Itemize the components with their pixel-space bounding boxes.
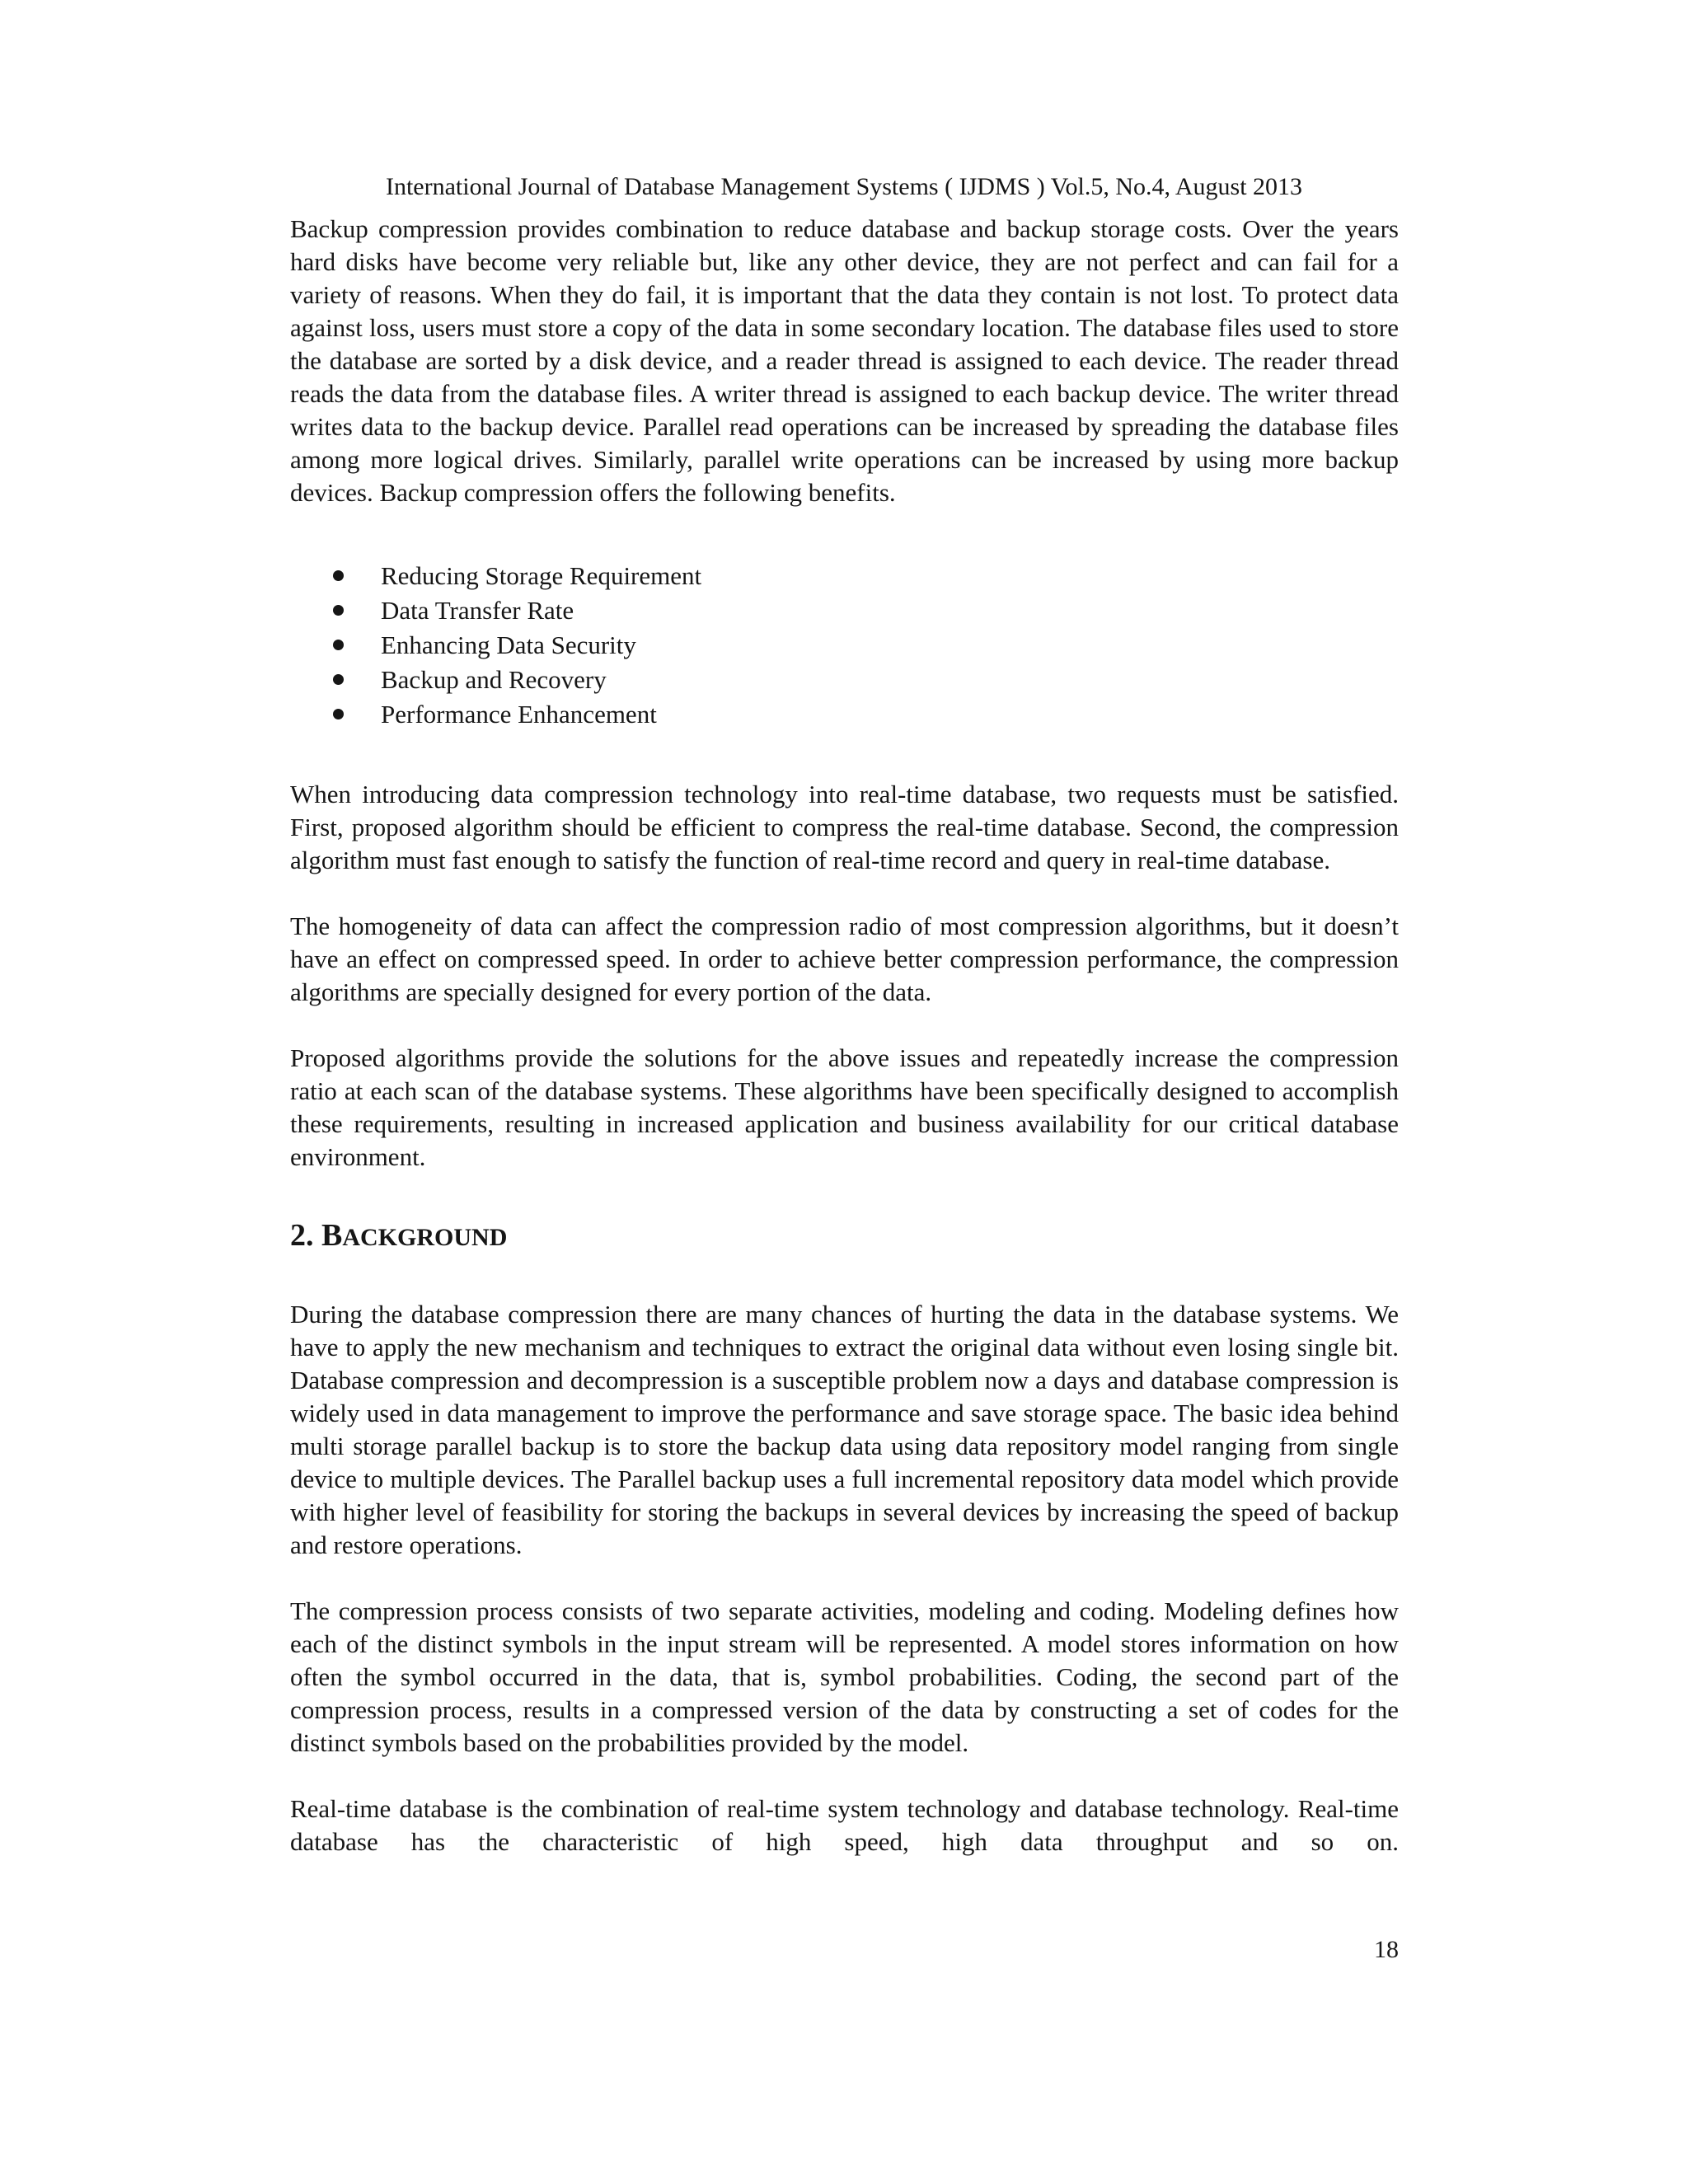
bullet-icon (333, 709, 344, 719)
paragraph-real-time-requests: When introducing data compression technology into real-time database, two requests must be satisfied. First, proposed algorithm should be efficient to compress the real-time database. Second, the compression algorithm must fast enough to satisfy the function of real-time record and query in real-time database. (290, 780, 1399, 874)
list-item: Backup and Recovery (290, 663, 1399, 697)
list-item: Enhancing Data Security (290, 628, 1399, 663)
paragraph-real-time-database: Real-time database is the combination of real-time system technology and database technology. Real-time database has the characteristic of high speed, high data throughput and so on. (290, 1794, 1399, 1856)
paragraph-proposed-algorithms: Proposed algorithms provide the solutions for the above issues and repeatedly increase the compression ratio at each scan of the database systems. These algorithms have been specifically designed to accomplish these requirements, resulting in increased application and business availability for our critical database environment. (290, 1043, 1399, 1171)
section-heading-background: 2. BACKGROUND (290, 1218, 508, 1253)
benefits-list (290, 559, 1399, 732)
list-item: Reducing Storage Requirement (290, 559, 1399, 593)
paragraph-backup-compression: Backup compression provides combination to reduce database and backup storage costs. Over the years hard disks have become very reliable but, like any other device, they are not perfect and can fail for a variety of reasons. When they do fail, it is important that the data they contain is not lost. To protect data against loss, users must store a copy of the data in some secondary location. The database files used to store the database are sorted by a disk device, and a reader thread is assigned to each device. The reader thread reads the data from the database files. A writer thread is assigned to each backup device. The writer thread writes data to the backup device. Parallel read operations can be increased by spreading the database files among more logical drives. Similarly, parallel write operations can be increased by using more backup devices. Backup compression offers the following benefits. (290, 214, 1399, 507)
body-content (290, 213, 1399, 1858)
bullet-icon (333, 640, 344, 650)
bullet-icon (333, 674, 344, 685)
running-header: International Journal of Database Management Systems ( IJDMS ) Vol.5, No.4, August 2013 (385, 173, 1303, 200)
paragraph-database-compression: During the database compression there are many chances of hurting the data in the database systems. We have to apply the new mechanism and techniques to extract the original data without even losing single bit. Database compression and decompression is a susceptible problem now a days and database compression is widely used in data management to improve the performance and save storage space. The basic idea behind multi storage parallel backup is to store the backup data using data repository model ranging from single device to multiple devices. The Parallel backup uses a full incremental repository data model which provide with higher level of feasibility for storing the backups in several devices by increasing the speed of backup and restore operations. (290, 1300, 1399, 1559)
bullet-icon (333, 605, 344, 616)
list-item: Performance Enhancement (290, 697, 1399, 732)
page-number: 18 (1374, 1936, 1399, 1963)
paragraph-homogeneity: The homogeneity of data can affect the compression radio of most compression algorithms, but it doesn’t have an effect on compressed speed. In order to achieve better compression performance, the compression algorithms are specially designed for every portion of the data. (290, 912, 1399, 1006)
bullet-icon (333, 570, 344, 581)
list-item: Data Transfer Rate (290, 593, 1399, 628)
paragraph-compression-process: The compression process consists of two separate activities, modeling and coding. Modeling defines how each of the distinct symbols in the input stream will be represented. A model stores information on how often the symbol occurred in the data, that is, symbol probabilities. Coding, the second part of the compression process, results in a compressed version of the data by constructing a set of codes for the distinct symbols based on the probabilities provided by the model. (290, 1596, 1399, 1757)
